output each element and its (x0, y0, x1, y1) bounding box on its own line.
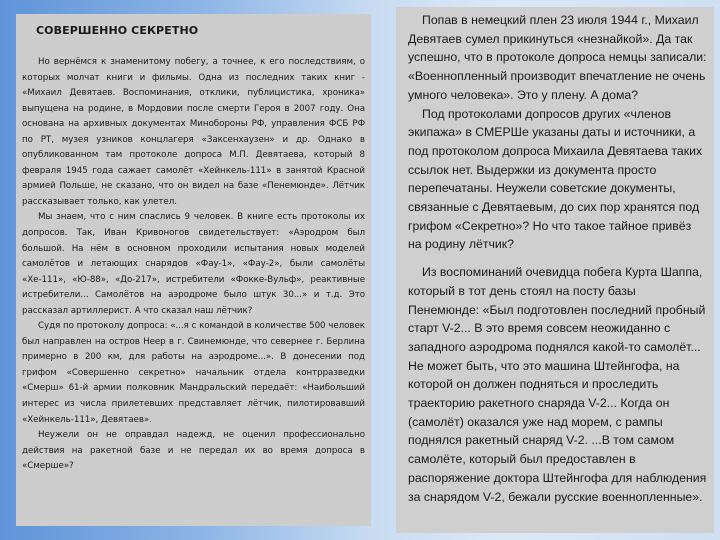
right-text-column (396, 7, 714, 533)
right-paragraph-2: Под протоколами допросов других «членов экипажа» в СМЕРШе указаны даты и источники, а под протоколом допроса Михаила Девятаева таких ссылок нет. Выдержки из документа просто перепечатаны. Неужели советские документы, связанные с Девятаевым, до сих пор хранятся под грифом «Секретно»? Но что такое тайное привёз на родину лётчик? (408, 106, 703, 252)
right-paragraph-3: Из воспоминаний очевидца побега Курта Шаппа, который в тот день стоял на посту базы Пенемюнде: «Был подготовлен последний пробный старт V-2... В это время совсем неожиданно с западного аэродрома поднялся какой-то самолёт... Не может быть, что это машина Штейнгофа, на которой он должен подняться и проследить траекторию ракетного снаряда V-2... Когда он (самолёт) оказался уже над морем, с рампы поднялся ракетный снаряд V-2. ...В том самом самолёте, который был предоставлен в распоряжение доктора Штейнгофа для наблюдения за снарядом V-2, бежали русские военнопленные». (408, 265, 707, 504)
left-paragraph-2: Мы знаем, что с ним спаслись 9 человек. В книге есть протоколы их допросов. Так, Иван Кривоногов свидетельствует: «Аэродром был большой. На нём в основном проходили испытания новых моделей самолётов и летающих снарядов «Фау-1», «Фау-2», были самолёты «Хе-111», «Ю-88», «До-217», истребители «Фокке-Вульф», реактивные истребители... Самолётов на аэродроме было штук 30...» и т.д. Это рассказал артиллерист. А что сказал наш лётчик? (22, 212, 365, 316)
right-paragraph-1: Попав в немецкий плен 23 июля 1944 г., Михаил Девятаев сумел прикинуться «незнайкой». Да так успешно, что в протоколе допроса немцы записали: «Военнопленный производит впечатление не очень умного человека». Это у плену. А дома? (408, 13, 707, 102)
section-title: СОВЕРШЕННО СЕКРЕТНО (36, 24, 199, 37)
left-paragraph-4: Неужели он не оправдал надежд, не оценил профессионально действия на ракетной базе и не передал их во время допроса в «Смерше»? (22, 430, 365, 472)
left-text-column (16, 14, 371, 526)
left-paragraph-3: Судя по протоколу допроса: «...я с командой в количестве 500 человек был направлен на остров Неер в г. Свинемюнде, что севернее г. Берлина примерно в 200 км, для работы на аэродроме...». В донесении под грифом «Совершенно секретно» начальник отдела контрразведки «Смерш» 61-й армии полковник Мандральский передаёт: «Наибольший интерес из числа прилетевших представляет лётчик, пилотировавший «Хейнкель-111», Девятаев». (22, 321, 365, 425)
left-paragraph-1: Но вернёмся к знаменитому побегу, а точнее, к его последствиям, о которых молчат книги и фильмы. Одна из последних таких книг - «Михаил Девятаев. Воспоминания, отклики, публицистика, хроника» выпущена на родине, в Мордовии после смерти Героя в 2007 году. Она основана на архивных документах Минобороны РФ, управления ФСБ РФ по РТ, музея узников концлагеря «Заксенхаузен» и др. Однако в опубликованном там протоколе допроса М.П. Девятаева, который 8 февраля 1945 года сажает самолёт «Хейнкель-111» в занятой Красной армией Польше, не сказано, что он видел на базе «Пенемюнде». Лётчик рассказывает только, как улетел. (22, 57, 365, 207)
